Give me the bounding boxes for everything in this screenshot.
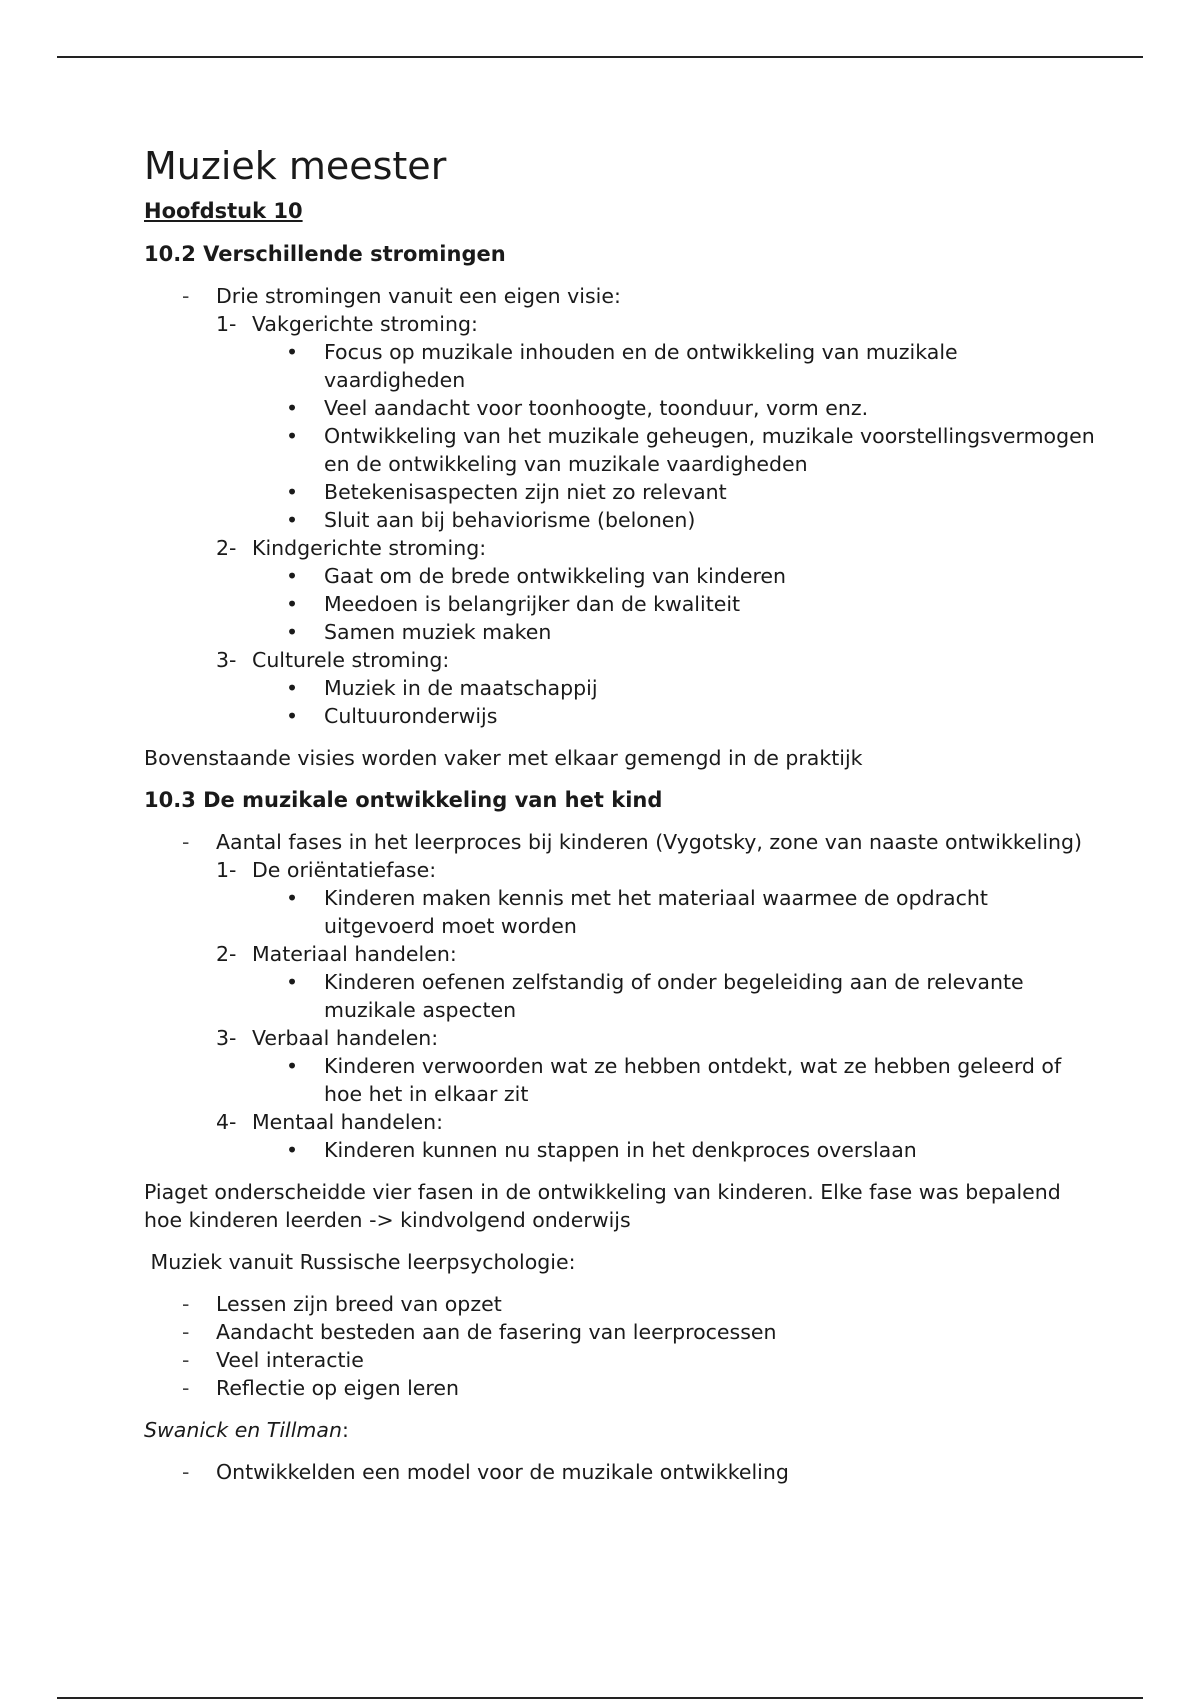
paragraph: Muziek vanuit Russische leerpsychologie: (144, 1250, 576, 1274)
russian-list (144, 1290, 1104, 1402)
bullet-item: • Veel aandacht voor toonhoogte, toonduur, vorm enz. (286, 396, 869, 420)
paragraph: Swanick en Tillman: (144, 1418, 349, 1442)
paragraph: Bovenstaande visies worden vaker met elkaar gemengd in de praktijk (144, 746, 863, 770)
section-heading: 10.2 Verschillende stromingen (144, 242, 506, 266)
chapter-heading: Hoofdstuk 10 (144, 199, 303, 223)
top-rule (57, 56, 1143, 58)
bullet-item: • Kinderen oefenen zelfstandig of onder begeleiding aan de relevante muzikale aspecten (286, 970, 1024, 1022)
author-names: Swanick en Tillman (144, 1418, 342, 1442)
bullet-item: • Focus op muzikale inhouden en de ontwikkeling van muzikale vaardigheden (286, 340, 958, 392)
bullet-item: • Kinderen kunnen nu stappen in het denkproces overslaan (286, 1138, 917, 1162)
bullet-item: • Gaat om de brede ontwikkeling van kinderen (286, 564, 787, 588)
numbered-item: 1- De oriëntatiefase: (216, 858, 437, 882)
numbered-item: 3- Culturele stroming: (216, 648, 450, 672)
bullet-item: • Cultuuronderwijs (286, 704, 498, 728)
dash-marker: - (182, 284, 190, 308)
bullet-item: • Sluit aan bij behaviorisme (belonen) (286, 508, 696, 532)
page-title: Muziek meester (144, 144, 447, 188)
numbered-item: 4- Mentaal handelen: (216, 1110, 444, 1134)
list-item: - Reflectie op eigen leren (182, 1376, 459, 1400)
bullet-item: • Betekenisaspecten zijn niet zo relevant (286, 480, 727, 504)
paragraph: Piaget onderscheidde vier fasen in de ontwikkeling van kinderen. Elke fase was bepalend hoe kinderen leerden -> kindvolgend onderwijs (144, 1180, 1061, 1232)
list-item: - Drie stromingen vanuit een eigen visie: (182, 284, 621, 308)
document-body (144, 136, 1104, 1486)
bullet-item: • Meedoen is belangrijker dan de kwaliteit (286, 592, 741, 616)
list-item: - Aantal fases in het leerproces bij kinderen (Vygotsky, zone van naaste ontwikkeling) (182, 830, 1083, 854)
bullet-item: • Kinderen maken kennis met het materiaal waarmee de opdracht uitgevoerd moet worden (286, 886, 988, 938)
list-item: - Lessen zijn breed van opzet (182, 1292, 502, 1316)
section-list (144, 828, 1104, 1164)
section-heading: 10.3 De muzikale ontwikkeling van het kind (144, 788, 663, 812)
list-item: - Veel interactie (182, 1348, 364, 1372)
bullet-item: • Ontwikkeling van het muzikale geheugen, muzikale voorstellingsvermogen en de ontwikkeling van muzikale vaardigheden (286, 424, 1095, 476)
bottom-rule (57, 1697, 1143, 1699)
dash-marker: - (182, 830, 190, 854)
numbered-item: 1- Vakgerichte stroming: (216, 312, 478, 336)
numbered-item: 2- Materiaal handelen: (216, 942, 457, 966)
bullet-item: • Samen muziek maken (286, 620, 552, 644)
numbered-item: 3- Verbaal handelen: (216, 1026, 439, 1050)
section-list (144, 282, 1104, 730)
numbered-item: 2- Kindgerichte stroming: (216, 536, 487, 560)
list-item: - Aandacht besteden aan de fasering van leerprocessen (182, 1320, 777, 1344)
list-item: - Ontwikkelden een model voor de muzikale ontwikkeling (182, 1460, 789, 1484)
bullet-item: • Muziek in de maatschappij (286, 676, 598, 700)
bullet-item: • Kinderen verwoorden wat ze hebben ontdekt, wat ze hebben geleerd of hoe het in elkaar zit (286, 1054, 1062, 1106)
swanick-list (144, 1458, 1104, 1486)
